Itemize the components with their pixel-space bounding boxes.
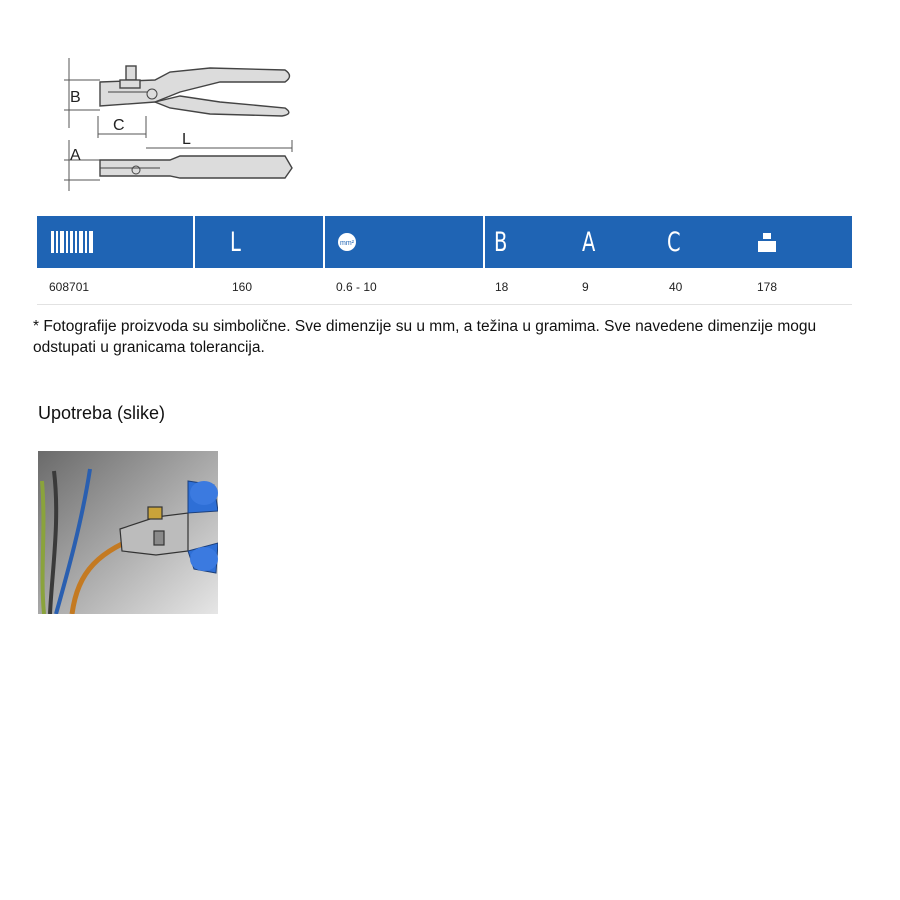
svg-text:mm²: mm²: [340, 240, 354, 247]
dimension-label-b: B: [70, 89, 81, 106]
cell-article-number: 608701: [49, 280, 90, 294]
weight-icon: [757, 216, 777, 268]
cell-weight: 178: [757, 280, 778, 294]
header-divider: [193, 216, 195, 268]
header-divider: [483, 216, 485, 268]
dimension-label-l: L: [182, 131, 191, 148]
barcode-icon: [51, 216, 93, 268]
header-c: C: [667, 226, 681, 258]
header-l: L: [230, 226, 241, 258]
cell-a: 9: [582, 280, 589, 294]
cell-b: 18: [495, 280, 509, 294]
cell-c: 40: [669, 280, 683, 294]
header-b: B: [494, 226, 508, 258]
dimension-label-c: C: [113, 117, 125, 134]
cell-cross-section: 0.6 - 10: [336, 280, 377, 294]
dimension-label-a: A: [70, 147, 81, 164]
cross-section-mm2-icon: [337, 216, 357, 268]
header-divider: [323, 216, 325, 268]
wire-stripping-usage-illustration: [38, 451, 218, 614]
table-row: [37, 268, 852, 305]
pliers-dimension-diagram-icon: [60, 56, 310, 196]
header-a: A: [582, 226, 596, 258]
specification-table: [37, 216, 852, 305]
usage-section-title: Upotreba (slike): [38, 403, 166, 423]
disclaimer-note: * Fotografije proizvoda su simbolične. Sve dimenzije su u mm, a težina u gramima. Sve navedene dimenzije mogu odstupati u granicama tolerancija.: [33, 318, 817, 356]
table-header: [37, 216, 852, 268]
cell-l: 160: [232, 280, 253, 294]
